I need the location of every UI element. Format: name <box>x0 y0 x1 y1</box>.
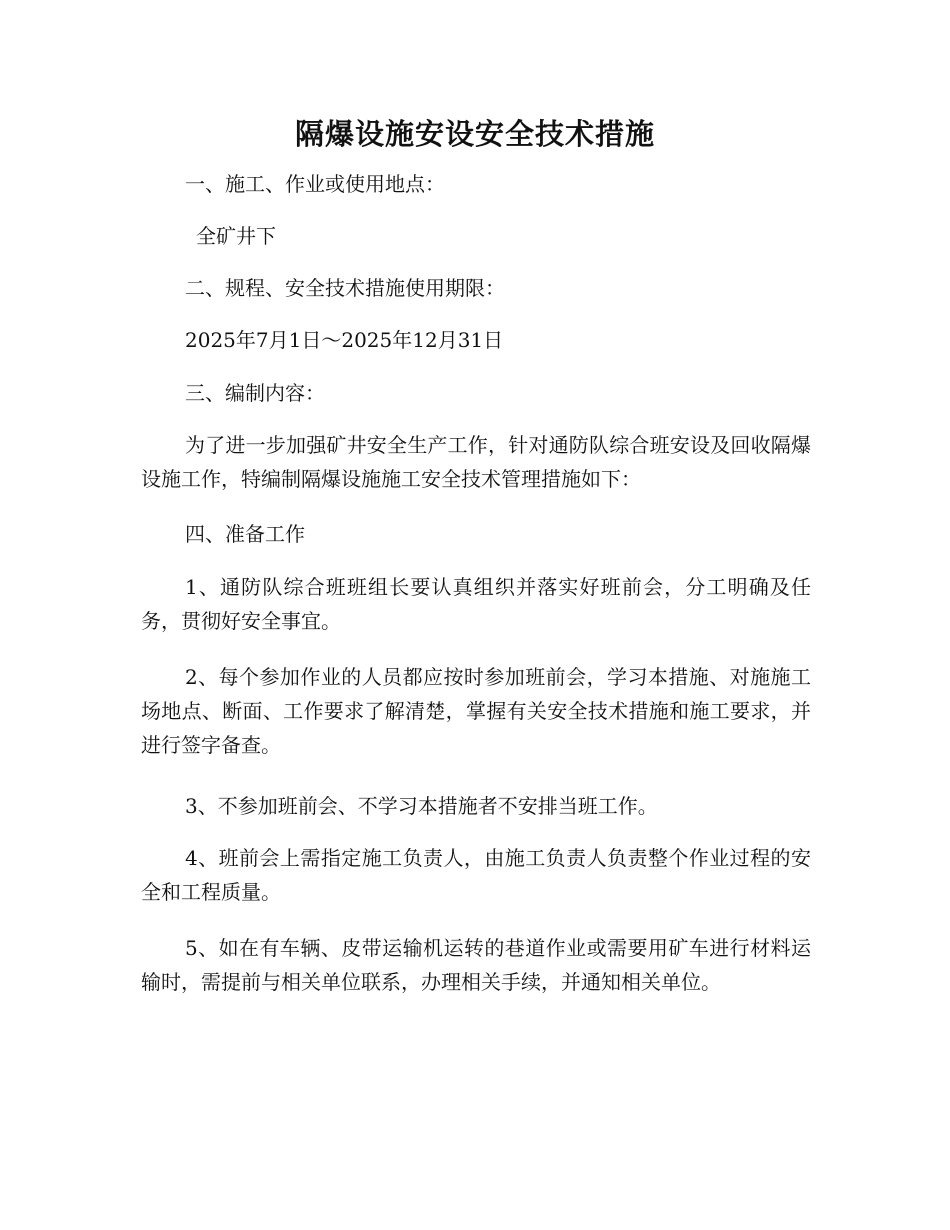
section-heading-content: 三、编制内容： <box>185 381 325 405</box>
location-text: 全矿井下 <box>196 224 276 248</box>
intro-paragraph: 为了进一步加强矿井安全生产工作，针对通防队综合班安设及回收隔爆设施工作，特编制隔爆设施施工安全技术管理措施如下： <box>141 433 811 491</box>
section-heading-period: 二、规程、安全技术措施使用期限： <box>185 276 505 300</box>
section-heading-preparation: 四、准备工作 <box>185 522 305 546</box>
list-item: 2、每个参加作业的人员都应按时参加班前会，学习本措施、对施施工场地点、断面、工作要求了解清楚，掌握有关安全技术措施和施工要求，并进行签字备查。 <box>141 665 811 757</box>
list-item: 4、班前会上需指定施工负责人，由施工负责人负责整个作业过程的安全和工程质量。 <box>141 846 811 904</box>
list-item: 3、不参加班前会、不学习本措施者不安排当班工作。 <box>185 794 658 818</box>
list-item: 5、如在有车辆、皮带运输机运转的巷道作业或需要用矿车进行材料运输时，需提前与相关单位联系，办理相关手续，并通知相关单位。 <box>141 936 811 994</box>
document-title: 隔爆设施安设安全技术措施 <box>294 117 655 151</box>
list-item: 1、通防队综合班班组长要认真组织并落实好班前会，分工明确及任务，贯彻好安全事宜。 <box>141 575 811 633</box>
period-text: 2025年7月1日～2025年12月31日 <box>185 328 504 352</box>
section-heading-location: 一、施工、作业或使用地点： <box>185 172 445 196</box>
